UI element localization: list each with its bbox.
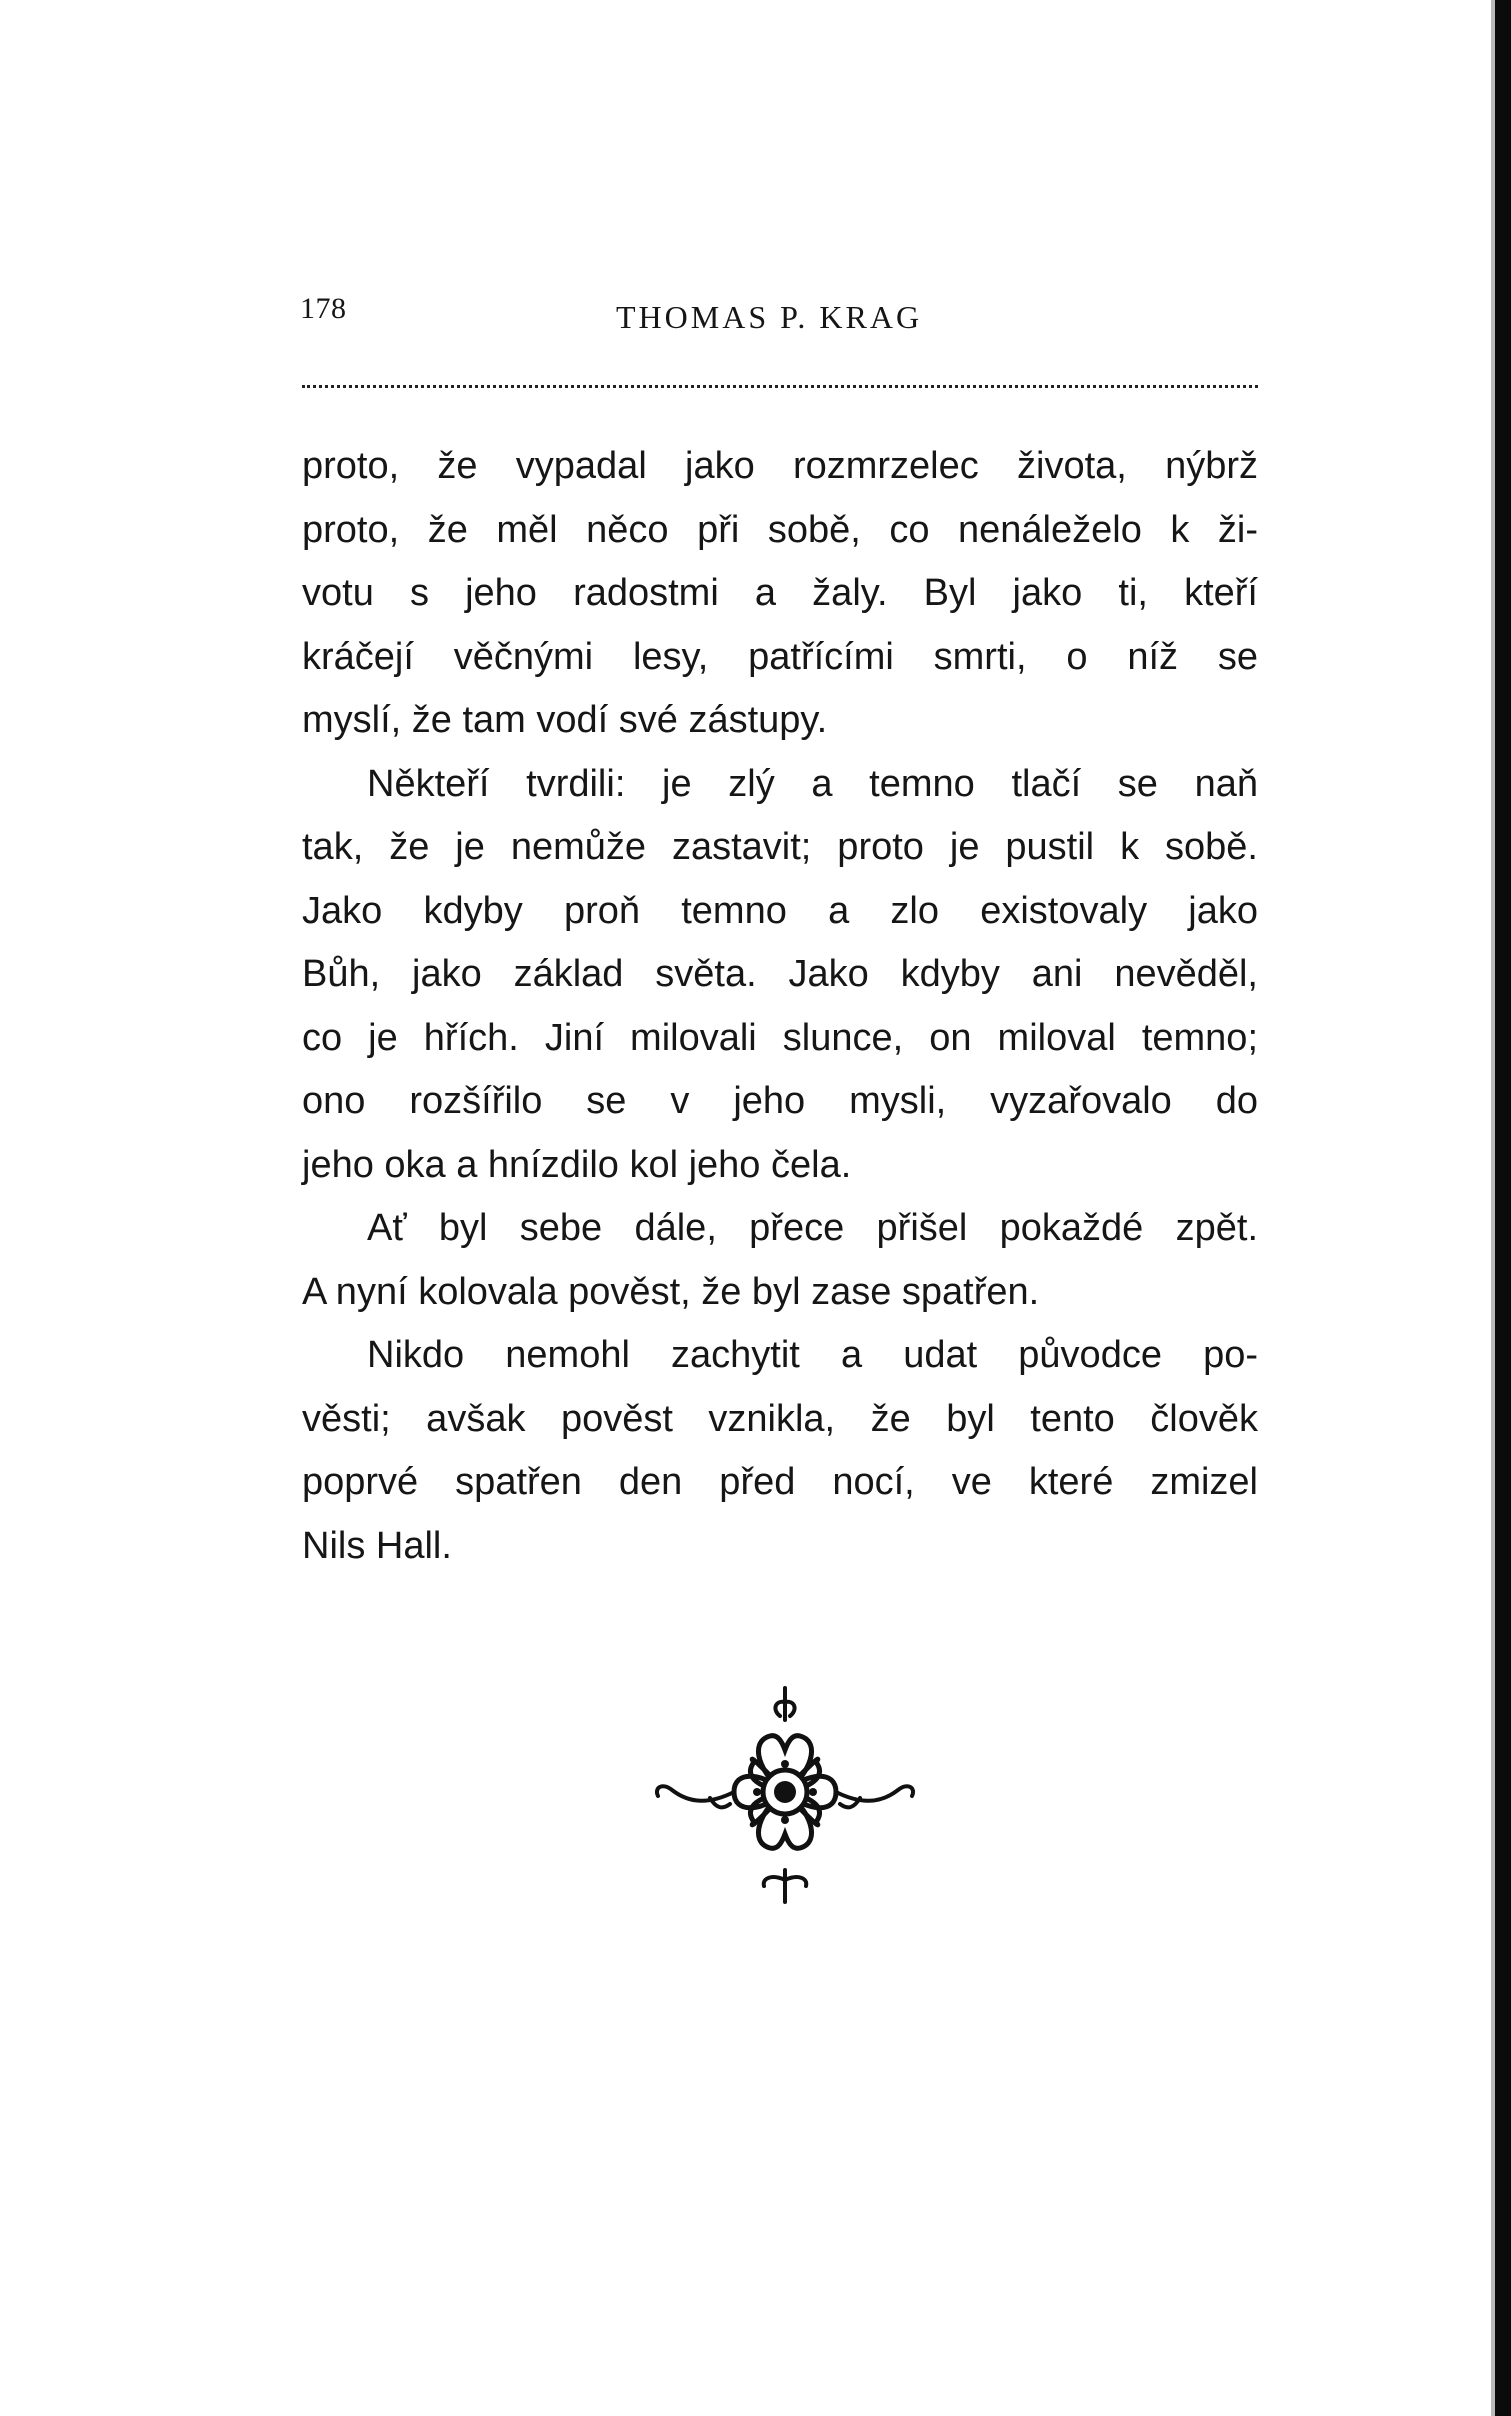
- scan-edge: [1495, 0, 1511, 2416]
- text-line: Jako kdyby proň temno a zlo existovaly jako: [302, 889, 1258, 932]
- text-line: proto, že měl něco při sobě, co nenáleželo k ži-: [302, 508, 1258, 551]
- text-line: myslí, že tam vodí své zástupy.: [302, 699, 828, 741]
- running-title: THOMAS P. KRAG: [616, 299, 923, 335]
- text-line: Bůh, jako základ světa. Jako kdyby ani nevěděl,: [302, 953, 1258, 995]
- text-line: A nyní kolovala pověst, že byl zase spatřen.: [302, 1270, 1040, 1313]
- running-head: [300, 292, 1260, 342]
- text-line: ono rozšířilo se v jeho mysli, vyzařovalo do: [302, 1080, 1258, 1122]
- floral-tailpiece-icon: [650, 1680, 920, 1905]
- text-line: votu s jeho radostmi a žaly. Byl jako ti, kteří: [302, 572, 1258, 614]
- text-line: poprvé spatřen den před nocí, ve které zmizel: [302, 1461, 1258, 1503]
- text-line: Ať byl sebe dále, přece přišel pokaždé zpět.: [367, 1207, 1258, 1249]
- text-line: Nikdo nemohl zachytit a udat původce po-: [367, 1334, 1258, 1376]
- body-text: [302, 435, 1258, 1578]
- text-line: kráčejí věčnými lesy, patřícími smrti, o níž se: [302, 635, 1258, 678]
- text-line: jeho oka a hnízdilo kol jeho čela.: [302, 1143, 852, 1186]
- text-line: Nils Hall.: [302, 1524, 452, 1567]
- text-line: co je hřích. Jiní milovali slunce, on miloval temno;: [302, 1016, 1258, 1059]
- text-line: proto, že vypadal jako rozmrzelec života, nýbrž: [302, 445, 1258, 487]
- page-number: 178: [300, 292, 347, 325]
- text-line: Někteří tvrdili: je zlý a temno tlačí se naň: [367, 762, 1258, 805]
- dotted-rule: [302, 385, 1258, 388]
- text-line: tak, že je nemůže zastavit; proto je pustil k sobě.: [302, 826, 1258, 868]
- text-line: věsti; avšak pověst vznikla, že byl tento člověk: [302, 1397, 1258, 1440]
